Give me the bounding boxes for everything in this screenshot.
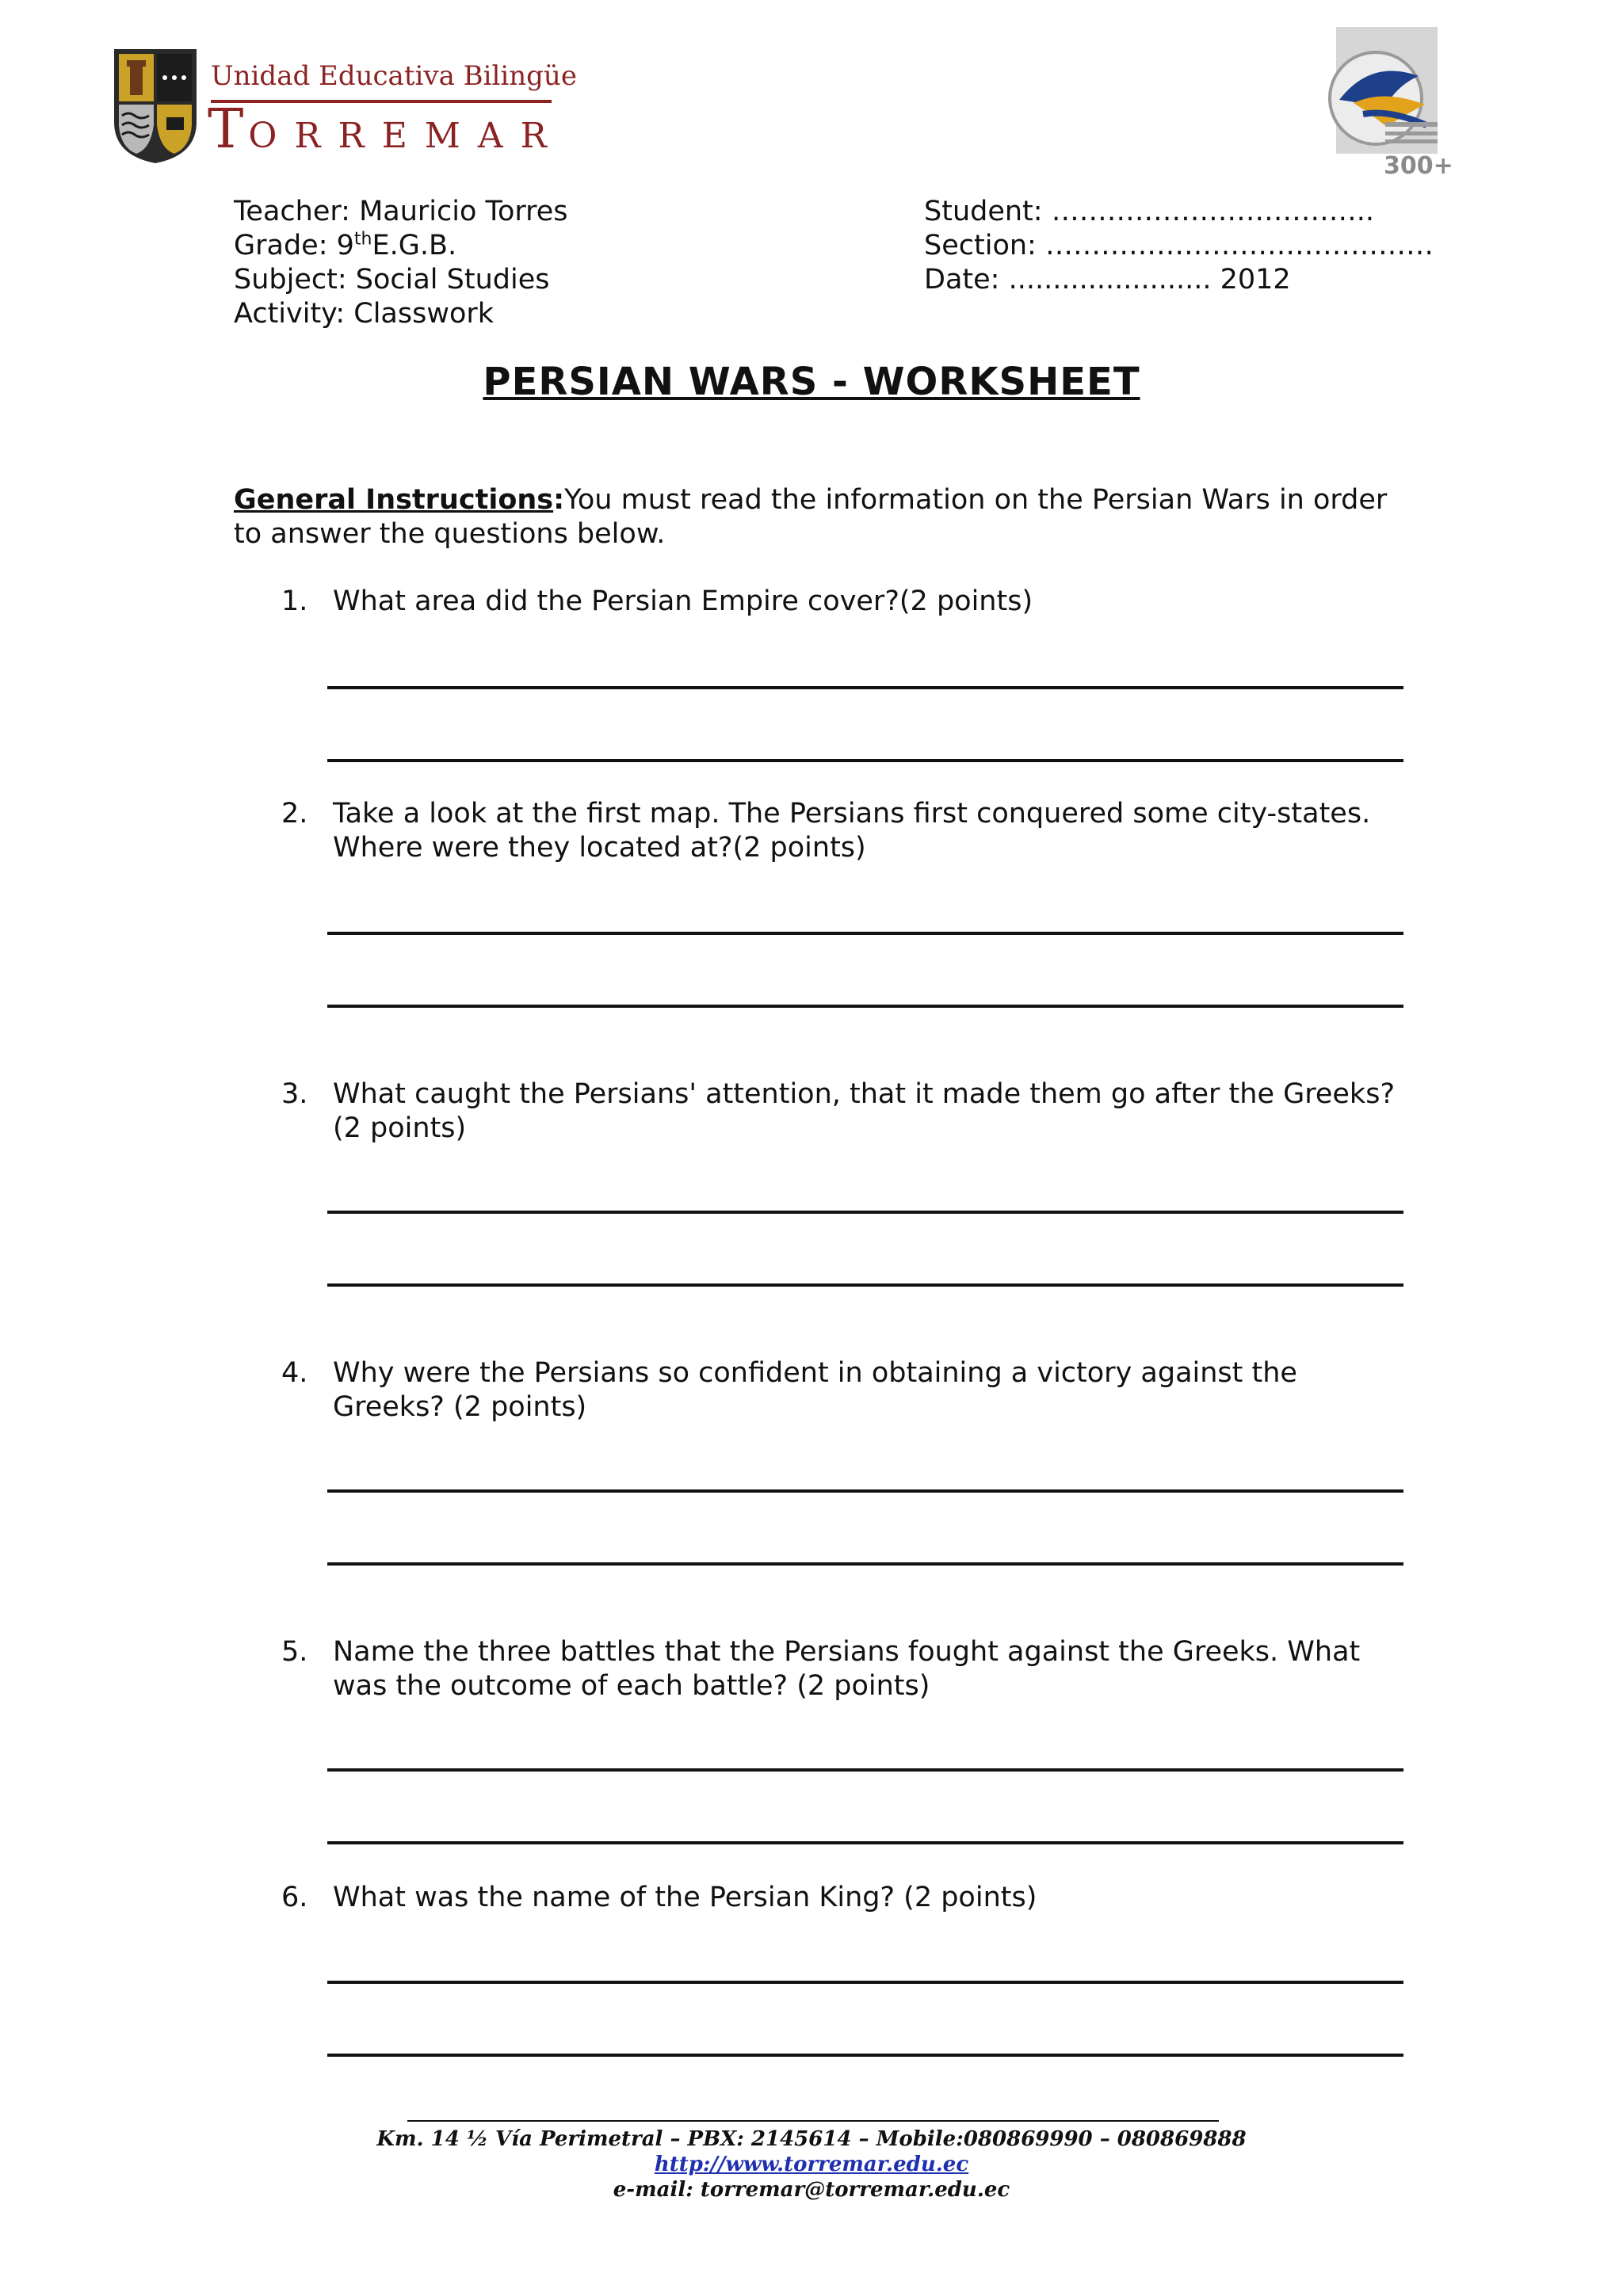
footer-address: Km. 14 ½ Vía Perimetral – PBX: 2145614 – Mobile:080869990 – 080869888 (376, 2127, 1247, 2151)
question-text: What was the name of the Persian King? (2 points) (333, 1882, 1037, 1913)
certification-badge-icon (1308, 27, 1453, 185)
question-text: What caught the Persians' attention, that it made them go after the Greeks?(2 points) (333, 1078, 1396, 1144)
answer-line[interactable] (327, 1283, 1403, 1287)
footer-website-link[interactable]: http://www.torremar.edu.ec (654, 2153, 969, 2176)
school-name-line2 (208, 98, 564, 161)
info-right (924, 195, 1434, 297)
school-name-line1: Unidad Educativa Bilingüe (211, 60, 577, 92)
question-text: What area did the Persian Empire cover?(2 points) (333, 585, 1033, 617)
answer-line[interactable] (327, 1489, 1403, 1493)
badge-text: 300+ (1384, 152, 1453, 180)
answer-line[interactable] (327, 1211, 1403, 1214)
answer-line[interactable] (327, 932, 1403, 935)
grade-prefix: Grade: 9 (234, 230, 354, 261)
answer-line[interactable] (327, 686, 1403, 689)
certification-badge (1308, 27, 1453, 185)
general-instructions (234, 483, 1407, 551)
instructions-label: General Instructions (234, 484, 554, 516)
school-logo (111, 46, 577, 165)
answer-line[interactable] (327, 1005, 1403, 1008)
question-number: 2. (281, 798, 308, 830)
answer-line[interactable] (327, 2054, 1403, 2057)
section-field[interactable]: Section: …………………………………… (924, 230, 1434, 261)
answer-line[interactable] (327, 759, 1403, 762)
answer-line[interactable] (327, 1768, 1403, 1772)
grade-superscript: th (353, 229, 372, 250)
subject-field: Subject: Social Studies (234, 264, 550, 296)
grade-suffix: E.G.B. (372, 230, 457, 261)
info-left (234, 195, 568, 331)
question-text: Why were the Persians so confident in obtaining a victory against the Greeks? (2 points) (333, 1357, 1297, 1423)
question-text: Name the three battles that the Persians fought against the Greeks. What was the outcome of each battle? (2 points) (333, 1636, 1361, 1702)
grade-field (234, 229, 568, 263)
question-number: 5. (281, 1636, 308, 1668)
question-number: 4. (281, 1357, 308, 1389)
footer-rule (407, 2120, 1219, 2122)
date-field[interactable]: Date: ....................... 2012 (924, 264, 1291, 296)
question-number: 3. (281, 1078, 308, 1110)
school-name-rest: ORREMAR (248, 116, 564, 156)
school-crest-icon (111, 46, 200, 165)
school-name-initial: T (208, 98, 246, 161)
answer-line[interactable] (327, 1562, 1403, 1566)
teacher-field: Teacher: Mauricio Torres (234, 196, 568, 227)
question-number: 6. (281, 1882, 308, 1913)
student-field[interactable]: Student: …………………………….. (924, 196, 1374, 227)
activity-field: Activity: Classwork (234, 298, 495, 330)
answer-line[interactable] (327, 1841, 1403, 1844)
instructions-colon: : (553, 484, 565, 516)
question-number: 1. (281, 585, 308, 617)
footer-email[interactable]: e-mail: torremar@torremar.edu.ec (613, 2178, 1010, 2202)
instructions-text: You must read the information on the Persian Wars in order to answer the questions below. (234, 484, 1388, 550)
worksheet-title: PERSIAN WARS - WORKSHEET (483, 360, 1140, 404)
question-text: Take a look at the first map. The Persians first conquered some city-states. Where were they located at?(2 points) (333, 798, 1371, 864)
answer-line[interactable] (327, 1981, 1403, 1984)
